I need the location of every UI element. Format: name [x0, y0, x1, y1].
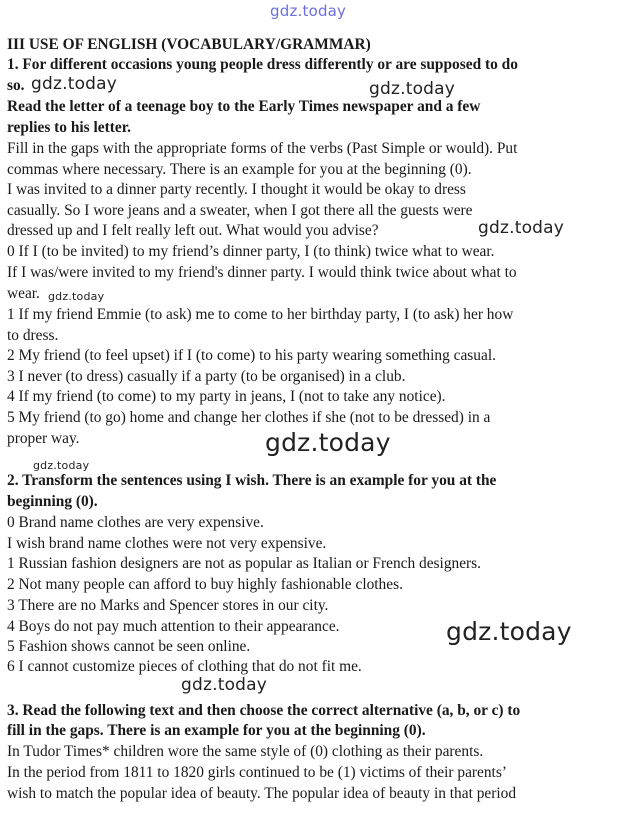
task1-instruction: Fill in the gaps with the appropriate forms of the verbs (Past Simple or would). Put — [7, 140, 518, 157]
watermark: gdz.today — [48, 290, 105, 303]
task1-item-5: proper way. — [7, 430, 80, 447]
task2-item-3: 3 There are no Marks and Spencer stores in our city. — [7, 597, 329, 614]
watermark: gdz.today — [369, 79, 456, 99]
task2-heading: beginning (0). — [7, 493, 98, 510]
task3-heading: fill in the gaps. There is an example for you at the beginning (0). — [7, 722, 426, 739]
task2-item-0: 0 Brand name clothes are very expensive. — [7, 514, 264, 531]
watermark: gdz.today — [181, 675, 268, 695]
letter-text: dressed up and I felt really left out. What would you advise? — [7, 222, 379, 239]
task2-item-4: 4 Boys do not pay much attention to their appearance. — [7, 618, 340, 635]
watermark: gdz.today — [265, 428, 391, 457]
task1-item-4: 4 If my friend (to come) to my party in jeans, I (not to take any notice). — [7, 388, 446, 405]
task1-item-1: to dress. — [7, 327, 59, 344]
task1-subheading: replies to his letter. — [7, 119, 131, 136]
task1-instruction: commas where necessary. There is an example for you at the beginning (0). — [7, 161, 472, 178]
task2-heading: 2. Transform the sentences using I wish. There is an example for you at the — [7, 472, 497, 489]
task1-subheading: Read the letter of a teenage boy to the Early Times newspaper and a few — [7, 98, 481, 115]
task1-item-2: 2 My friend (to feel upset) if I (to come) to his party wearing something casual. — [7, 347, 496, 364]
task3-text: In Tudor Times* children wore the same style of (0) clothing as their parents. — [7, 743, 484, 760]
task1-heading: so. — [7, 77, 25, 94]
task2-answer-0: I wish brand name clothes were not very expensive. — [7, 535, 327, 552]
watermark: gdz.today — [478, 218, 565, 238]
watermark: gdz.today — [446, 617, 572, 646]
watermark-top: gdz.today — [270, 2, 347, 20]
task2-item-1: 1 Russian fashion designers are not as popular as Italian or French designers. — [7, 555, 481, 572]
task2-item-2: 2 Not many people can afford to buy highly fashionable clothes. — [7, 576, 403, 593]
watermark: gdz.today — [31, 74, 118, 94]
task3-heading: 3. Read the following text and then choose the correct alternative (a, b, or c) to — [7, 702, 521, 719]
task1-heading: 1. For different occasions young people dress differently or are supposed to do — [7, 56, 518, 73]
task1-answer-0: wear. — [7, 285, 40, 302]
task2-item-6: 6 I cannot customize pieces of clothing that do not fit me. — [7, 658, 362, 675]
watermark: gdz.today — [33, 459, 90, 472]
task3-text: In the period from 1811 to 1820 girls continued to be (1) victims of their parents’ — [7, 764, 507, 781]
letter-text: I was invited to a dinner party recently. I thought it would be okay to dress — [7, 181, 466, 198]
task1-answer-0: If I was/were invited to my friend's dinner party. I would think twice about what to — [7, 264, 517, 281]
task2-item-5: 5 Fashion shows cannot be seen online. — [7, 638, 251, 655]
section-title: III USE OF ENGLISH (VOCABULARY/GRAMMAR) — [7, 36, 371, 53]
task1-item-5: 5 My friend (to go) home and change her clothes if she (not to be dressed) in a — [7, 409, 491, 426]
task3-text: wish to match the popular idea of beauty. The popular idea of beauty in that period — [7, 785, 517, 802]
letter-text: casually. So I wore jeans and a sweater, when I got there all the guests were — [7, 202, 473, 219]
task1-item-0: 0 If I (to be invited) to my friend’s dinner party, I (to think) twice what to wear. — [7, 243, 495, 260]
task1-item-1: 1 If my friend Emmie (to ask) me to come to her birthday party, I (to ask) her how — [7, 306, 514, 323]
task1-item-3: 3 I never (to dress) casually if a party (to be organised) in a club. — [7, 368, 406, 385]
